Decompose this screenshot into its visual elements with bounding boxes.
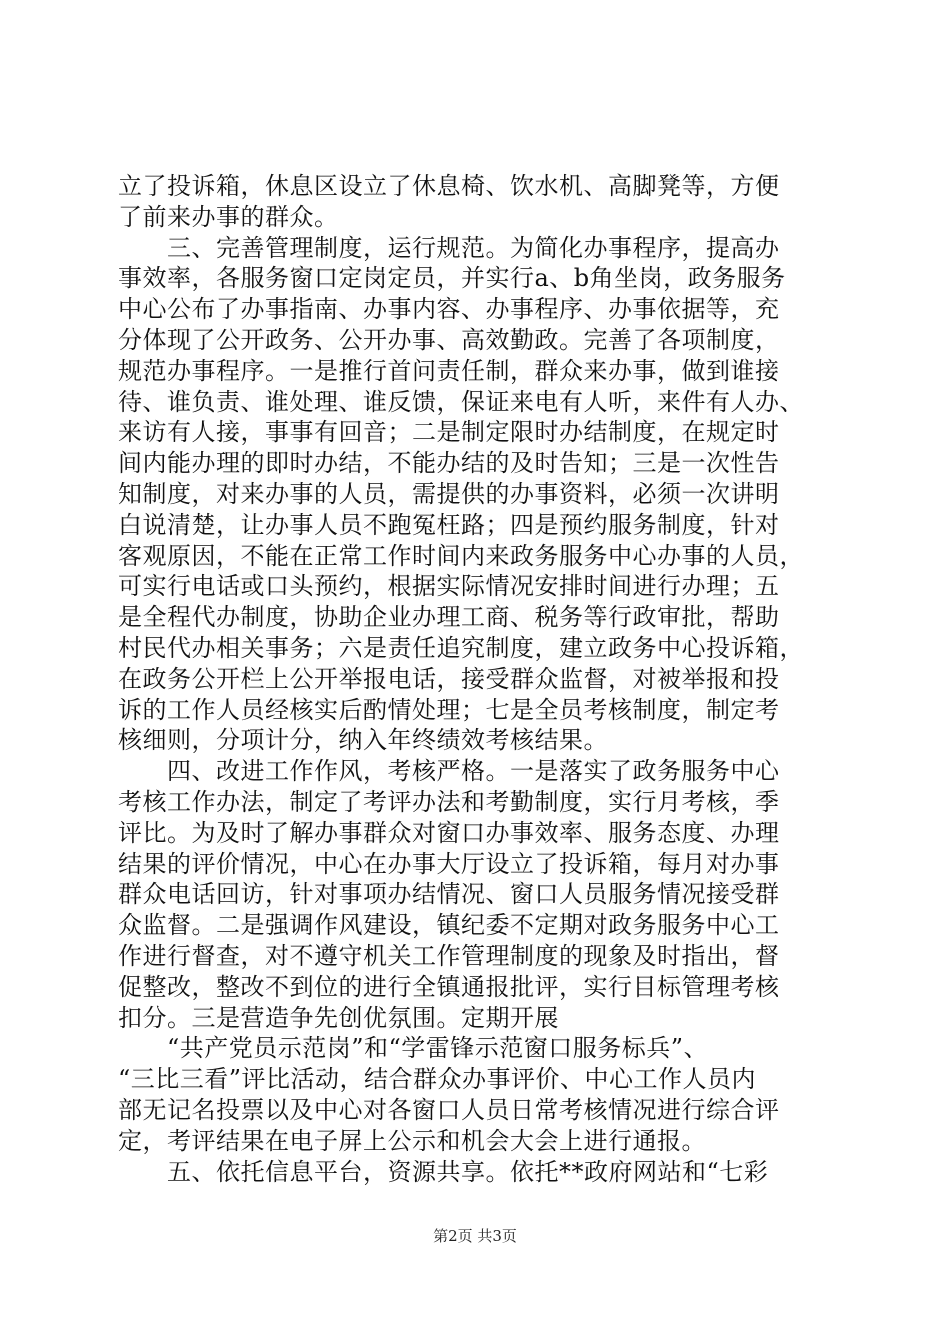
text-line: 可实行电话或口头预约，根据实际情况安排时间进行办理；五: [118, 572, 780, 601]
text-line: 间内能办理的即时办结，不能办结的及时告知；三是一次性告: [118, 449, 780, 478]
text-line: 客观原因，不能在正常工作时间内来政务服务中心办事的人员，: [118, 541, 804, 570]
text-line: 来访有人接，事事有回音；二是制定限时办结制度，在规定时: [118, 418, 780, 447]
text-line: 群众电话回访，针对事项办结情况、窗口人员服务情况接受群: [118, 880, 780, 909]
text-line: 诉的工作人员经核实后酌情处理；七是全员考核制度，制定考: [118, 695, 780, 724]
text-line: 待、谁负责、谁处理、谁反馈，保证来电有人听，来件有人办、: [118, 387, 804, 416]
text-line: 扣分。三是营造争先创优氛围。定期开展: [118, 1003, 559, 1032]
text-line: 了前来办事的群众。: [118, 202, 339, 231]
text-line: 促整改，整改不到位的进行全镇通报批评，实行目标管理考核: [118, 972, 780, 1001]
text-line: 三、完善管理制度，运行规范。为简化办事程序，提高办: [118, 233, 780, 262]
text-line: 结果的评价情况，中心在办事大厅设立了投诉箱，每月对办事: [118, 849, 780, 878]
text-line: 分体现了公开政务、公开办事、高效勤政。完善了各项制度，: [118, 325, 780, 354]
text-line: 部无记名投票以及中心对各窗口人员日常考核情况进行综合评: [118, 1095, 780, 1124]
text-line: 立了投诉箱，休息区设立了休息椅、饮水机、高脚凳等，方便: [118, 172, 780, 200]
text-line: 事效率，各服务窗口定岗定员，并实行a、b角坐岗，政务服务: [118, 264, 786, 293]
text-line: 五、依托信息平台，资源共享。依托**政府网站和“七彩: [118, 1157, 769, 1186]
text-line: 知制度，对来办事的人员，需提供的办事资料，必须一次讲明: [118, 479, 780, 508]
text-line: 考核工作办法，制定了考评办法和考勤制度，实行月考核，季: [118, 787, 780, 816]
text-line: 评比。为及时了解办事群众对窗口办事效率、服务态度、办理: [118, 818, 780, 847]
text-line: 四、改进工作作风，考核严格。一是落实了政务服务中心: [118, 757, 780, 786]
text-line: 是全程代办制度，协助企业办理工商、税务等行政审批，帮助: [118, 603, 780, 632]
text-line: 核细则，分项计分，纳入年终绩效考核结果。: [118, 726, 608, 755]
text-line: 作进行督查，对不遵守机关工作管理制度的现象及时指出，督: [118, 941, 780, 970]
text-line: 白说清楚，让办事人员不跑冤枉路；四是预约服务制度，针对: [118, 510, 780, 539]
text-line: 众监督。二是强调作风建设，镇纪委不定期对政务服务中心工: [118, 911, 780, 940]
text-line: 村民代办相关事务；六是责任追究制度，建立政务中心投诉箱，: [118, 633, 804, 662]
text-line: 规范办事程序。一是推行首问责任制，群众来办事，做到谁接: [118, 356, 780, 385]
document-body: [118, 171, 830, 1187]
text-line: 在政务公开栏上公开举报电话，接受群众监督，对被举报和投: [118, 664, 780, 693]
text-line: 中心公布了办事指南、办事内容、办事程序、办事依据等，充: [118, 295, 780, 324]
text-line: “三比三看”评比活动，结合群众办事评价、中心工作人员内: [118, 1065, 757, 1094]
page-footer: 第2页 共3页: [433, 1227, 517, 1245]
text-line: 定，考评结果在电子屏上公示和机会大会上进行通报。: [118, 1126, 706, 1155]
text-line: “共产党员示范岗”和“学雷锋示范窗口服务标兵”、: [118, 1034, 709, 1063]
